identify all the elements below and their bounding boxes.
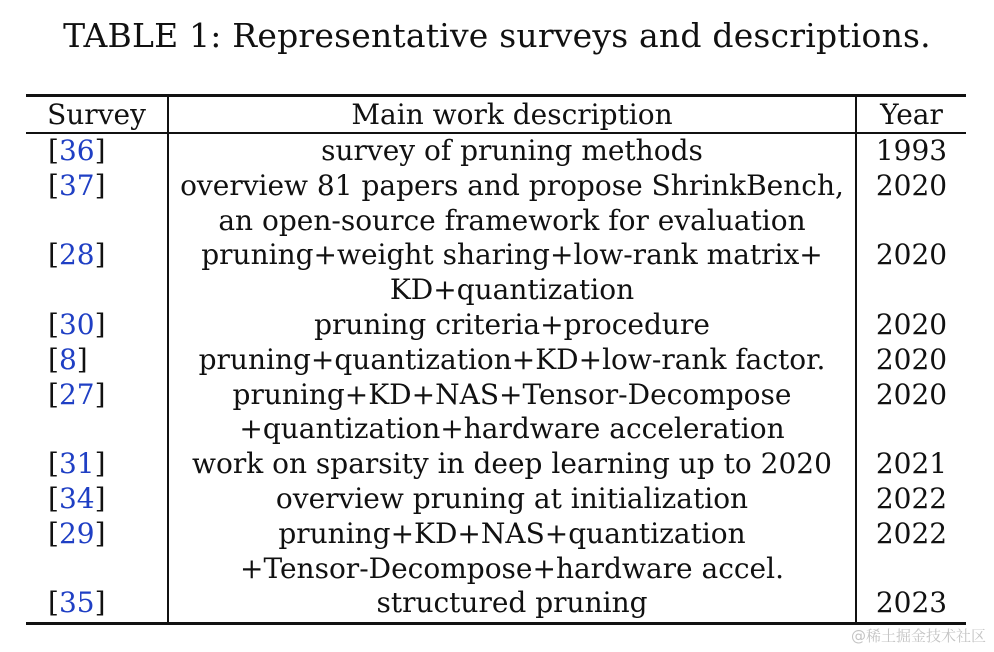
table-row bbox=[26, 238, 966, 308]
citation-link[interactable]: 37 bbox=[58, 168, 95, 202]
header-description: Main work description bbox=[351, 98, 673, 131]
table-caption: TABLE 1: Representative surveys and descriptions. bbox=[63, 16, 931, 55]
description-cell bbox=[169, 586, 855, 621]
citation-link[interactable]: 27 bbox=[58, 377, 95, 411]
year-cell: 2021 bbox=[875, 447, 948, 481]
survey-cell bbox=[48, 343, 158, 378]
header-year: Year bbox=[880, 98, 943, 131]
table-row bbox=[26, 586, 966, 621]
citation-link[interactable]: 28 bbox=[58, 238, 95, 272]
table-row bbox=[26, 308, 966, 343]
bracket-open: [ bbox=[48, 516, 59, 550]
citation-link[interactable]: 31 bbox=[58, 447, 95, 481]
citation-link[interactable]: 8 bbox=[58, 342, 77, 376]
year-cell: 2020 bbox=[875, 238, 948, 272]
description-line: +quantization+hardware acceleration bbox=[239, 412, 785, 446]
description-line: overview pruning at initialization bbox=[275, 481, 749, 515]
table-row bbox=[26, 134, 966, 169]
bracket-close: ] bbox=[94, 516, 106, 550]
description-line: work on sparsity in deep learning up to 2020 bbox=[192, 447, 832, 481]
bracket-close: ] bbox=[76, 342, 88, 376]
citation-link[interactable]: 35 bbox=[58, 586, 95, 620]
description-line: survey of pruning methods bbox=[321, 134, 703, 167]
table-row bbox=[26, 169, 966, 239]
survey-cell bbox=[48, 134, 158, 169]
description-line: KD+quantization bbox=[389, 273, 635, 307]
description-cell bbox=[169, 238, 855, 308]
year-cell: 2020 bbox=[875, 342, 948, 376]
bracket-open: [ bbox=[48, 342, 59, 376]
bracket-close: ] bbox=[94, 447, 106, 481]
watermark: @稀土掘金技术社区 bbox=[850, 627, 986, 645]
table-bottom-rule bbox=[26, 622, 966, 625]
citation-link[interactable]: 29 bbox=[58, 516, 95, 550]
description-line: pruning+quantization+KD+low-rank factor. bbox=[198, 342, 826, 376]
year-cell: 1993 bbox=[875, 134, 948, 167]
bracket-open: [ bbox=[48, 481, 59, 515]
bracket-close: ] bbox=[94, 307, 106, 341]
survey-cell bbox=[48, 517, 158, 552]
citation-link[interactable]: 30 bbox=[58, 307, 95, 341]
year-cell: 2020 bbox=[875, 307, 948, 341]
bracket-close: ] bbox=[94, 586, 106, 620]
citation-link[interactable]: 36 bbox=[58, 134, 95, 167]
year-cell: 2020 bbox=[875, 377, 948, 411]
table-row bbox=[26, 378, 966, 448]
description-cell bbox=[169, 343, 855, 378]
description-line: pruning+weight sharing+low-rank matrix+ bbox=[201, 238, 823, 272]
year-cell: 2020 bbox=[875, 168, 948, 202]
description-line: overview 81 papers and propose ShrinkBench, bbox=[180, 168, 844, 202]
bracket-close: ] bbox=[94, 168, 106, 202]
description-line: pruning+KD+NAS+Tensor-Decompose bbox=[232, 377, 792, 411]
description-cell bbox=[169, 308, 855, 343]
description-cell bbox=[169, 134, 855, 169]
description-cell bbox=[169, 447, 855, 482]
bracket-open: [ bbox=[48, 586, 59, 620]
year-cell: 2023 bbox=[875, 586, 948, 620]
description-line: +Tensor-Decompose+hardware accel. bbox=[240, 551, 784, 585]
description-line: an open-source framework for evaluation bbox=[218, 203, 806, 237]
bracket-open: [ bbox=[48, 168, 59, 202]
bracket-open: [ bbox=[48, 377, 59, 411]
survey-cell bbox=[48, 308, 158, 343]
header-survey: Survey bbox=[47, 98, 146, 131]
bracket-close: ] bbox=[94, 134, 106, 167]
table-row bbox=[26, 517, 966, 587]
bracket-close: ] bbox=[94, 238, 106, 272]
bracket-open: [ bbox=[48, 238, 59, 272]
survey-cell bbox=[48, 482, 158, 517]
bracket-close: ] bbox=[94, 481, 106, 515]
description-cell bbox=[169, 378, 855, 448]
bracket-open: [ bbox=[48, 134, 59, 167]
year-cell: 2022 bbox=[875, 516, 948, 550]
survey-cell bbox=[48, 378, 158, 413]
citation-link[interactable]: 34 bbox=[58, 481, 95, 515]
description-line: pruning+KD+NAS+quantization bbox=[278, 516, 746, 550]
description-line: pruning criteria+procedure bbox=[314, 307, 710, 341]
description-cell bbox=[169, 517, 855, 587]
survey-cell bbox=[48, 447, 158, 482]
survey-cell bbox=[48, 238, 158, 273]
table-body bbox=[26, 134, 966, 621]
table-row bbox=[26, 482, 966, 517]
table-row bbox=[26, 343, 966, 378]
survey-cell bbox=[48, 169, 158, 204]
bracket-open: [ bbox=[48, 447, 59, 481]
bracket-open: [ bbox=[48, 307, 59, 341]
survey-cell bbox=[48, 586, 158, 621]
description-cell bbox=[169, 169, 855, 239]
table-row bbox=[26, 447, 966, 482]
bracket-close: ] bbox=[94, 377, 106, 411]
description-cell bbox=[169, 482, 855, 517]
description-line: structured pruning bbox=[376, 586, 648, 620]
year-cell: 2022 bbox=[875, 481, 948, 515]
